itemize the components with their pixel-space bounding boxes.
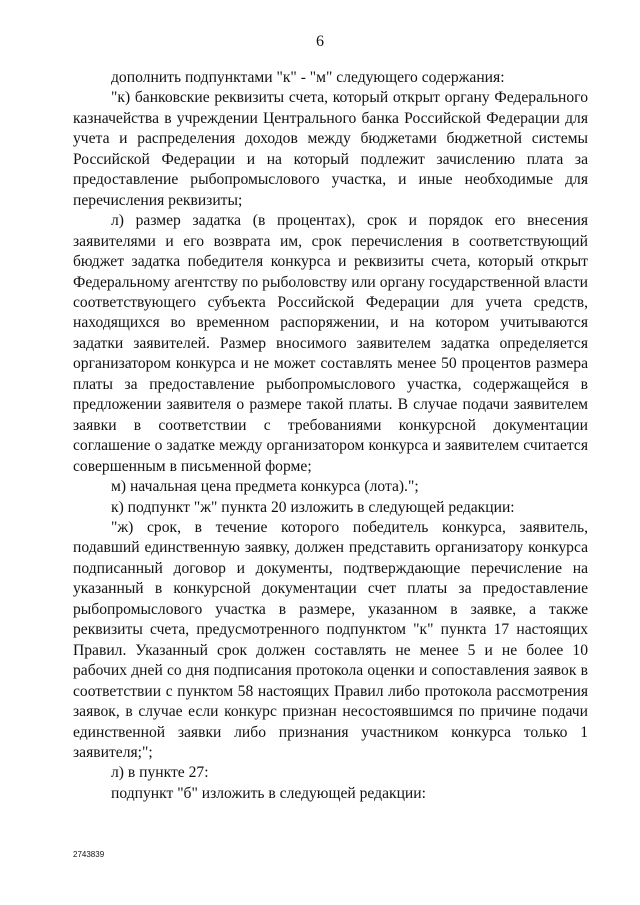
paragraph-item-l: л) в пункте 27: (111, 764, 209, 782)
document-id: 2743839 (73, 850, 105, 859)
paragraph-item-k: к) подпункт "ж" пункта 20 изложить в следующей редакции: (111, 498, 515, 516)
document-body (73, 68, 588, 804)
paragraph-subitem-zh: "ж) срок, в течение которого победитель конкурса, заявитель, подавший единственную заявку, должен представить организатору конкурса подписанный договор и документы, подтверждающие перечисление на указанный в конкурсной документации счет платы за предоставление рыбопромыслового участка в размере, указанном в заявке, а также реквизиты счета, предусмотренного подпунктом "к" пункта 17 настоящих Правил. Указанный срок должен составлять не менее 5 и не более 10 рабочих дней со дня подписания протокола оценки и сопоставления заявок в соответствии с пунктом 58 настоящих Правил либо протокола рассмотрения заявок, в случае если конкурс признан несостоявшимся по причине подачи единственной заявки либо признания участником конкурса только 1 заявителя;"; (73, 518, 588, 761)
paragraph-subitem-k: "к) банковские реквизиты счета, который открыт органу Федерального казначейства в учреждении Центрального банка Российской Федерации для учета и распределения доходов между бюджетами бюджетной системы Российской Федерации и на который подлежит зачислению плата за предоставление рыбопромыслового участка, и иные необходимые для перечисления реквизиты; (73, 89, 588, 209)
page-number: 6 (316, 33, 324, 50)
paragraph-subitem-b: подпункт "б" изложить в следующей редакции: (111, 784, 426, 802)
paragraph-subitem-m: м) начальная цена предмета конкурса (лота)."; (111, 478, 419, 496)
paragraph-subitem-l: л) размер задатка (в процентах), срок и порядок его внесения заявителями и его возврата им, срок перечисления в соответствующий бюджет задатка победителя конкурса и реквизиты счета, который открыт Федеральному агентству по рыболовству или органу государственной власти соответствующего субъекта Российской Федерации для учета средств, находящихся во временном распоряжении, и на котором учитываются задатки заявителей. Размер вносимого заявителем задатка определяется организатором конкурса и не может составлять менее 50 процентов размера платы за предоставление рыбопромыслового участка, содержащейся в предложении заявителя о размере такой платы. В случае подачи заявителем заявки в соответствии с требованиями конкурсной документации соглашение о задатке между организатором конкурса и заявителем считается совершенным в письменной форме; (73, 212, 588, 475)
paragraph-intro: дополнить подпунктами "к" - "м" следующего содержания: (111, 69, 505, 86)
